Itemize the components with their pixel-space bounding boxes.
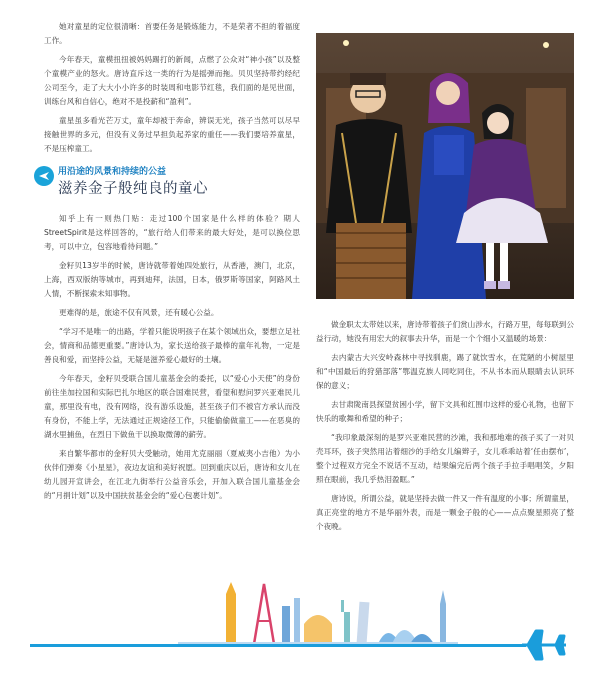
paragraph: 童星虽多看光芒万丈，童年却被于奔命，辨误无光，孩子当然可以尽早接触世界的多元，但没有义务过早担负起养家的重任——我们要培养童星，不是压榨童工。 [44,116,300,153]
paragraph: 更难得的是，旅途不仅有风景，还有暖心公益。 [59,308,219,317]
family-photo [316,33,574,299]
paragraph: 去甘肃陇南县探望贫困小学，留下文具和红围巾这样的爱心礼物，也留下快乐的歌舞和希望的种子； [316,400,574,423]
plane-icon [520,628,568,666]
paragraph: “学习不是唯一的出路，学着只能说明孩子在某个领域出众，要想立足社会，情商和品德更重要。”唐诗认为，家长送给孩子最棒的童年礼物，一定是善良和爱，而坚持公益，无疑是滋养爱心最好的土壤。 [44,327,300,364]
paragraph: 做金职太太带娃以来，唐诗带着孩子们赏山涉水，行路万里，每每联到公益行动，她没有用宏大的叙事去升华，而是一个个细小又温暖的场景： [316,320,574,343]
paragraph: 今年春天，童模扭扭被妈妈踢打的新闻，点燃了公众对“神小孩”以及整个童模产业的怒火。唐诗直斥这一类的行为是摇弹而拖。贝贝坚持带约经纪公司至今，走了大大小小许多的时装周和电影节红毯，我们面的是见世面，训练台风和自信心，绝对不是投薪和“盈利”。 [44,55,300,106]
plane-icon [34,166,54,186]
section-subtitle: 用沿途的风景和持续的公益 [58,167,167,177]
city-skyline-icon [178,576,538,650]
paragraph: 来自繁华都市的金籽贝大受触动，她用尤克丽丽（夏威夷小吉他）为小伙伴们弹奏《小星星》，夜边友谊和美好祝愿。回到重庆以后，唐诗和女儿在幼儿园开宣讲会，在江北九街举行公益音乐会，开加入联合国儿童基金会的“月捐计划”以及中国扶贫基金会的“爱心包裹计划”。 [44,449,300,500]
section-heading [34,164,300,204]
paragraph: 知乎上有一则热门贴：走过100个国家是什么样的体验？期人 StreetSpirit是这样回答的，“旅行给人们带来的最大好处，是可以换位思考，可以中立，包容地看待问题。” [44,214,300,251]
paragraph: 今年春天，金籽贝受联合国儿童基金会的委托，以“爱心小天使”的身份前往坐加拉国和实际巴扎尔地区的联合国难民营，看望和慰问罗兴亚难民儿童，那里没有电，没有网络，没有游乐设施，甚至孩子们不被官方承认而没有身份，不能上学，无法通过正规途径工作，只能偷偷做童工——在恶臭的湖水里捕鱼，在烈日下做鱼干以换取微薄的薪劳。 [44,374,300,439]
paragraph: 去内蒙古大兴安岭森林中寻找驯鹿，踢了就饮雪水，在荒陋的小树屋里和“中国最后的狩猎部落”鄂温克族人同吃同住，不从书本而从眼睛去认识环保的意义； [316,353,574,390]
left-column [44,20,300,508]
paragraph: “我印象最深刻的是罗兴亚难民营的沙滩，我和那地难的孩子买了一对贝壳耳环，孩子突然用沾着细沙的手给女儿编辫子，女儿乖乖站着‘任由摆布’，整个过程双方完全不说话不互动，结果编完后两个孩子手拉手唱唱笑，夕阳照在眼前，我几乎热泪盈眶。” [316,433,574,484]
section-title: 滋养金子般纯良的童心 [58,181,208,197]
paragraph: 唐诗说，所谓公益，就是坚持去做一件又一件有温度的小事；所谓童星，真正亮堂的地方不是华丽外表，而是一颗金子般的心——点点聚星照亮了整个夜晚。 [316,494,574,531]
right-column [316,318,574,539]
paragraph: 她对童星的定位很清晰：首要任务是锻炼能力，不是荣者不担的着福度工作。 [44,22,300,45]
paragraph: 金籽贝13岁半的时候，唐诗就带着她四处旅行，从香港，澳门，北京，上海，西双版纳等城市，再到迪拜，法国，日本，俄罗斯等国家，阿路风土人情，不断探索未知事物。 [44,261,300,298]
footer-rule [30,644,526,647]
